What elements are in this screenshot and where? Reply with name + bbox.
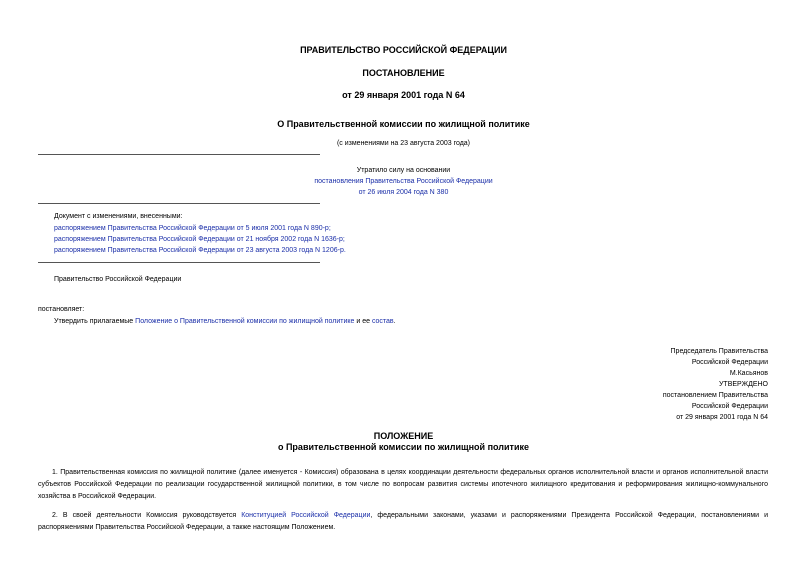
regulation-paragraph-2 (38, 510, 768, 534)
amendment-link[interactable]: распоряжением Правительства Российской Федерации от 21 ноября 2002 года N 1636-р; (54, 236, 345, 243)
approval-heading: УТВЕРЖДЕНО (718, 381, 768, 388)
resolves-line: постановляет: (38, 306, 85, 313)
regulation-link[interactable]: Положение о Правительственной комиссии по жилищной политике (135, 318, 355, 325)
approval-date: от 29 января 2001 года N 64 (676, 414, 768, 421)
approval-line: постановлением Правительства (662, 392, 768, 399)
document-type: ПОСТАНОВЛЕНИЕ (362, 68, 445, 78)
government-heading: ПРАВИТЕЛЬСТВО РОССИЙСКОЙ ФЕДЕРАЦИИ (300, 45, 507, 55)
signature-name: М.Касьянов (729, 370, 768, 377)
paragraph-2-suffix: , федеральными законами, указами и распоряжениями Президента Российской Федерации, постановлениями и распоряжениями Правительства Российской Федерации, а также настоящим Положением. (38, 512, 768, 531)
regulation-subtitle: о Правительственной комиссии по жилищной политике (277, 442, 530, 452)
divider (38, 262, 320, 263)
constitution-link[interactable]: Конституцией Российской Федерации (241, 512, 371, 519)
approve-prefix: Утвердить прилагаемые (54, 318, 136, 325)
divider (38, 203, 320, 204)
approve-mid: и ее (354, 318, 372, 325)
approval-line: Российской Федерации (691, 403, 768, 410)
approve-suffix: . (393, 318, 396, 325)
regulation-title: ПОЛОЖЕНИЕ (373, 431, 434, 441)
document-title: О Правительственной комиссии по жилищной политике (277, 119, 530, 129)
changes-note: (с изменениями на 23 августа 2003 года) (336, 140, 471, 147)
repeal-decree-date-link[interactable]: от 26 июля 2004 года N 380 (358, 189, 449, 196)
document-date-number: от 29 января 2001 года N 64 (342, 90, 465, 100)
amendment-link[interactable]: распоряжением Правительства Российской Федерации от 5 июля 2001 года N 890-р; (54, 225, 331, 232)
composition-link[interactable]: состав (371, 318, 394, 325)
amendments-intro: Документ с изменениями, внесенными: (54, 213, 183, 220)
government-line: Правительство Российской Федерации (54, 276, 182, 283)
repeal-note: Утратило силу на основании (356, 167, 451, 174)
paragraph-2-prefix: 2. В своей деятельности Комиссия руководствуется (52, 512, 242, 519)
signature-position-2: Российской Федерации (691, 359, 768, 366)
approve-sentence (54, 318, 396, 325)
repeal-decree-link[interactable]: постановления Правительства Российской Федерации (314, 178, 493, 185)
amendment-link[interactable]: распоряжением Правительства Российской Федерации от 23 августа 2003 года N 1206-р. (54, 247, 346, 254)
signature-position: Председатель Правительства (670, 348, 768, 355)
divider (38, 154, 320, 155)
regulation-paragraph-1: 1. Правительственная комиссия по жилищной политике (далее именуется - Комиссия) образована в целях координации деятельности федеральных органов исполнительной власти и органов исполнительной власти субъектов Российской Федерации по реализации государственной жилищной политики, в том числе по вопросам развития системы ипотечного жилищного кредитования и реформирования жилищно-коммунального хозяйства в Российской Федерации. (38, 469, 768, 500)
